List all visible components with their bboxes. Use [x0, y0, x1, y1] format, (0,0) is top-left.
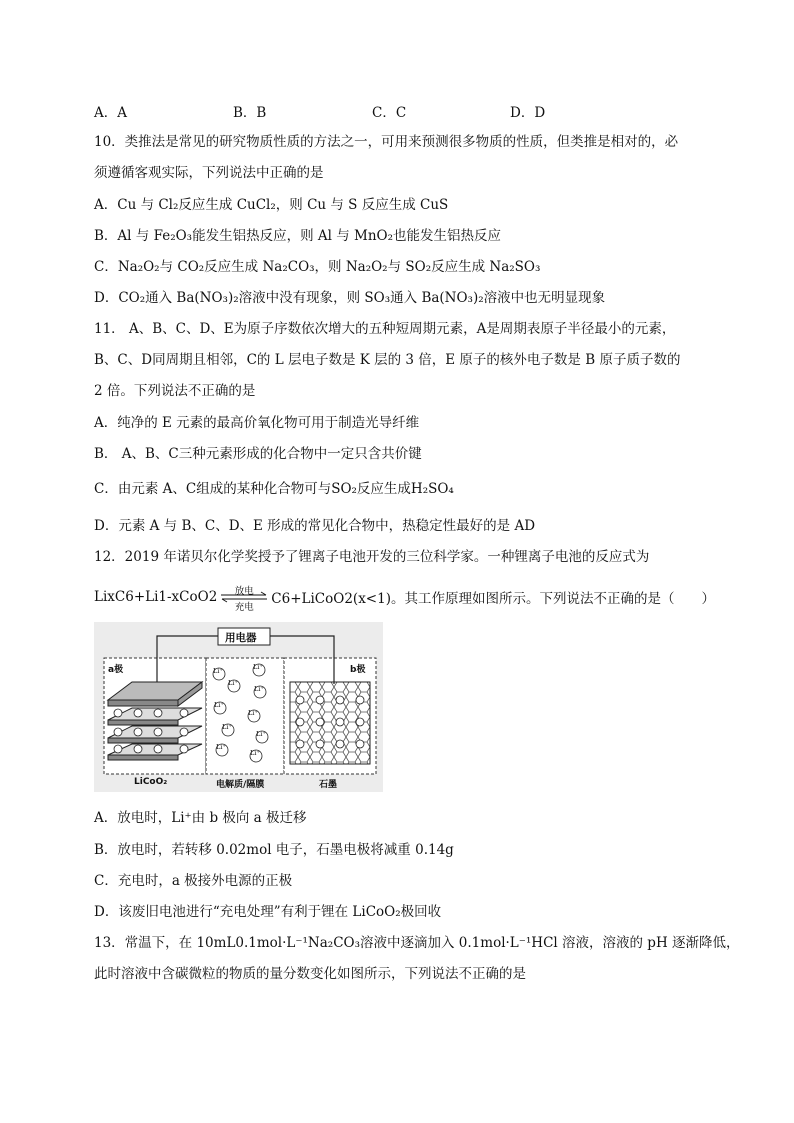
q10-option-c: C．Na₂O₂与 CO₂反应生成 Na₂CO₃，则 Na₂O₂与 SO₂反应生成 Na₂SO₃: [94, 259, 541, 275]
li-ion-label: Li⁺: [254, 685, 264, 693]
q11-option-a: A．纯净的 E 元素的最高价氧化物可用于制造光导纤维: [94, 415, 420, 431]
q13-stem-line1: 13．常温下，在 10mL0.1mol·L⁻¹Na₂CO₃溶液中逐滴加入 0.1mol·L⁻¹HCl 溶液，溶液的 pH 逐渐降低，: [94, 935, 740, 951]
q13-stem-line2: 此时溶液中含碳微粒的物质的量分数变化如图所示，下列说法不正确的是: [94, 966, 526, 982]
li-ion-label: Li⁺: [250, 749, 260, 757]
li-ion-label: Li⁺: [228, 679, 238, 687]
q11-stem-line2: B、C、D同周期且相邻，C的 L 层电子数是 K 层的 3 倍，E 原子的核外电子数是 B 原子质子数的: [94, 352, 681, 368]
li-ion-label: Li⁺: [213, 667, 223, 675]
q12-option-d: D．该废旧电池进行“充电处理”有利于锂在 LiCoO₂极回收: [94, 904, 442, 920]
graphite-layers: [290, 682, 370, 764]
q10-option-a: A．Cu 与 Cl₂反应生成 CuCl₂，则 Cu 与 S 反应生成 CuS: [94, 197, 449, 213]
a-electrode-label: a极: [108, 665, 124, 675]
battery-diagram-svg: [94, 622, 383, 792]
licoo2-caption: LiCoO₂: [134, 777, 168, 787]
appliance-label: 用电器: [225, 632, 257, 644]
q11-option-d: D．元素 A 与 B、C、D、E 形成的常见化合物中，热稳定性最好的是 AD: [94, 518, 536, 534]
li-ion-label: Li⁺: [216, 743, 226, 751]
q11-stem-line1: 11． A、B、C、D、E为原子序数依次增大的五种短周期元素，A是周期表原子半径最小的元素，: [94, 321, 676, 337]
li-ion-label: Li⁺: [222, 723, 232, 731]
reversible-arrow: [219, 584, 269, 613]
q11-stem-line3: 2 倍。下列说法不正确的是: [94, 383, 256, 399]
q10-option-d: D．CO₂通入 Ba(NO₃)₂溶液中没有现象，则 SO₃通入 Ba(NO₃)₂溶液中也无明显现象: [94, 290, 606, 306]
q10-option-b: B．Al 与 Fe₂O₃能发生铝热反应，则 Al 与 MnO₂也能发生铝热反应: [94, 228, 502, 244]
b-electrode-label: b极: [350, 665, 366, 675]
q10-stem-line1: 10．类推法是常见的研究物质性质的方法之一，可用来预测很多物质的性质，但类推是相对的，必: [94, 134, 679, 150]
q11-option-b: B． A、B、C三种元素形成的化合物中一定只含共价键: [94, 446, 422, 462]
q12-reaction-equation: [94, 584, 715, 613]
q12-stem-line1: 12．2019 年诺贝尔化学奖授予了锂离子电池开发的三位科学家。一种锂离子电池的反应式为: [94, 549, 650, 565]
q12-option-c: C．充电时，a 极接外电源的正极: [94, 873, 293, 889]
li-ion-label: Li⁺: [253, 663, 263, 671]
li-ion-label: Li⁺: [214, 701, 224, 709]
arrow-top-label: 放电: [234, 586, 254, 597]
q12-option-b: B．放电时，若转移 0.02mol 电子，石墨电极将减重 0.14g: [94, 842, 454, 858]
reaction-left: LixC6+Li1-xCoO2: [94, 589, 218, 605]
q9-option-c: C．C: [372, 105, 407, 121]
reaction-right: C6+LiCoO2(x<1)。其工作原理如图所示。下列说法不正确的是（ ）: [271, 591, 715, 607]
q10-stem-line2: 须遵循客观实际，下列说法中正确的是: [94, 165, 324, 181]
li-ion-label: Li⁺: [248, 709, 258, 717]
li-ion-label: Li⁺: [256, 730, 266, 738]
electrolyte-caption: 电解质/隔膜: [216, 780, 265, 790]
q11-option-c: C．由元素 A、C组成的某种化合物可与SO₂反应生成H₂SO₄: [94, 481, 454, 497]
q12-option-a: A．放电时，Li⁺由 b 极向 a 极迁移: [94, 810, 307, 826]
arrow-bottom-label: 充电: [234, 602, 254, 613]
q9-option-a: A．A: [94, 105, 127, 121]
graphite-caption: 石墨: [319, 780, 338, 790]
q9-option-b: B．B: [233, 105, 267, 121]
battery-diagram: [94, 622, 383, 792]
q9-option-d: D．D: [510, 105, 546, 121]
